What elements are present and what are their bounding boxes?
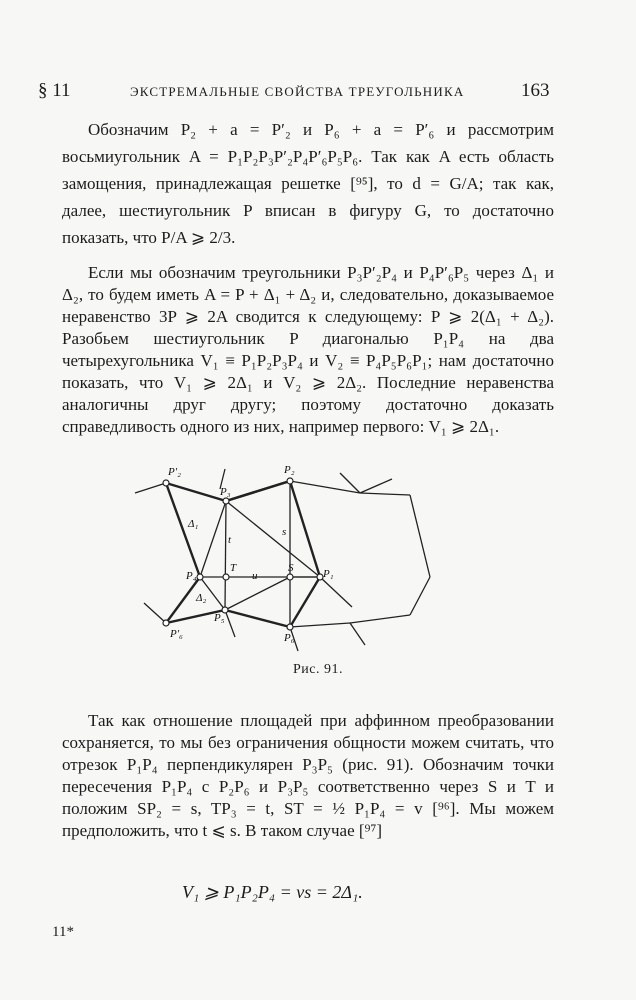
segment-p3p2: [226, 481, 290, 501]
edge: [144, 603, 166, 623]
label-p6p: P′₆: [170, 628, 183, 640]
edge: [350, 615, 410, 623]
label-p2: P₂: [284, 464, 295, 476]
paragraph-2: [62, 262, 554, 438]
paragraph-3-text: Так как отношение площадей при аффинном преобразовании сохраняется, то мы без ограничения общности можем считать, что отрезок P₁P₄ перпендикулярен P₃P₅ (рис. 91). Обозначим точки пересечения P₁P₄ с P₂P₆ и P₃P₅ соответственно через S и T и положим SP₂ = s, TP₃ = t, ST = ½ P₁P₄ = v [⁹⁶]. Мы можем предположить, что t ⩽ s. В таком случае [⁹⁷]: [62, 711, 554, 840]
edge: [290, 623, 350, 627]
label-p5: P₅: [214, 612, 225, 624]
segment-p3p1: [226, 501, 320, 577]
edge: [410, 577, 430, 615]
segment-p5s: [225, 577, 290, 610]
display-formula: V₁ ⩾ P₁P₂P₄ = vs = 2Δ₁.: [182, 882, 363, 902]
running-header: [0, 80, 636, 102]
point-p4: [197, 574, 203, 580]
point-t: [223, 574, 229, 580]
paragraph-2-text: Если мы обозначим треугольники P₃P′₂P₄ и P₄P′₆P₅ через Δ₁ и Δ₂, то будем иметь A = P + Δ₁ + Δ₂ и, следовательно, доказываемое неравенство 3P ⩾ 2A сводится к следующему: P ⩾ 2(Δ₁ + Δ₂). Разобьем шестиугольник P диагональю P₁P₄ на два четырехугольника V₁ ≡ P₁P₂P₃P₄ и V₂ ≡ P₄P₅P₆P₁; нам достаточно показать, что V₁ ⩾ 2Δ₁ и V₂ ⩾ 2Δ₂. Последние неравенства аналогичны друг другу; поэтому достаточно доказать справедливость одного из них, например первого: V₁ ⩾ 2Δ₁.: [62, 263, 554, 436]
octagon-outline: [166, 481, 320, 627]
segment-p3p5: [225, 501, 226, 610]
edge: [360, 493, 410, 495]
edge: [225, 610, 235, 637]
point-s: [287, 574, 293, 580]
label-S: S: [288, 562, 294, 574]
label-T: T: [230, 562, 237, 574]
label-p2p: P′₂: [168, 466, 181, 478]
point-p6: [287, 624, 293, 630]
label-d2: Δ₂: [196, 592, 207, 604]
label-s: s: [282, 526, 287, 538]
label-p6: P₆: [284, 632, 295, 644]
edge: [350, 623, 365, 645]
label-d1: Δ₁: [188, 518, 199, 530]
page-number: 163: [521, 80, 550, 101]
point-p3: [223, 498, 229, 504]
paragraph-1: [62, 116, 554, 251]
label-p3: P₃: [220, 486, 231, 498]
edge: [410, 495, 430, 577]
paragraph-1-text: Обозначим P₂ + a = P′₂ и P₆ + a = P′₆ и рассмотрим восьмиугольник A = P₁P₂P₃P′₂P₄P′₆P₅P₆. Так как A есть область замощения, принадлежащая решетке [⁹⁵], то d = G/A; так как, далее, шестиугольник P вписан в фигуру G, то достаточно показать, что P/A ⩾ 2/3.: [62, 120, 554, 247]
label-p4: P₄: [186, 570, 197, 582]
point-p6p: [163, 620, 169, 626]
figure-91: [130, 455, 450, 655]
edge: [320, 577, 352, 607]
paragraph-3: [62, 710, 554, 842]
signature-mark: 11*: [52, 924, 74, 940]
point-p2: [287, 478, 293, 484]
edge: [360, 479, 392, 493]
figure-caption: Рис. 91.: [293, 662, 343, 677]
label-p1: P₁: [323, 568, 334, 580]
label-t: t: [228, 534, 232, 546]
label-u: u: [252, 570, 258, 582]
edge: [135, 483, 166, 493]
running-title: ЭКСТРЕМАЛЬНЫЕ СВОЙСТВА ТРЕУГОЛЬНИКА: [130, 84, 465, 99]
point-p2p: [163, 480, 169, 486]
segment-p3p4: [200, 501, 226, 577]
section-number: § 11: [38, 80, 71, 101]
